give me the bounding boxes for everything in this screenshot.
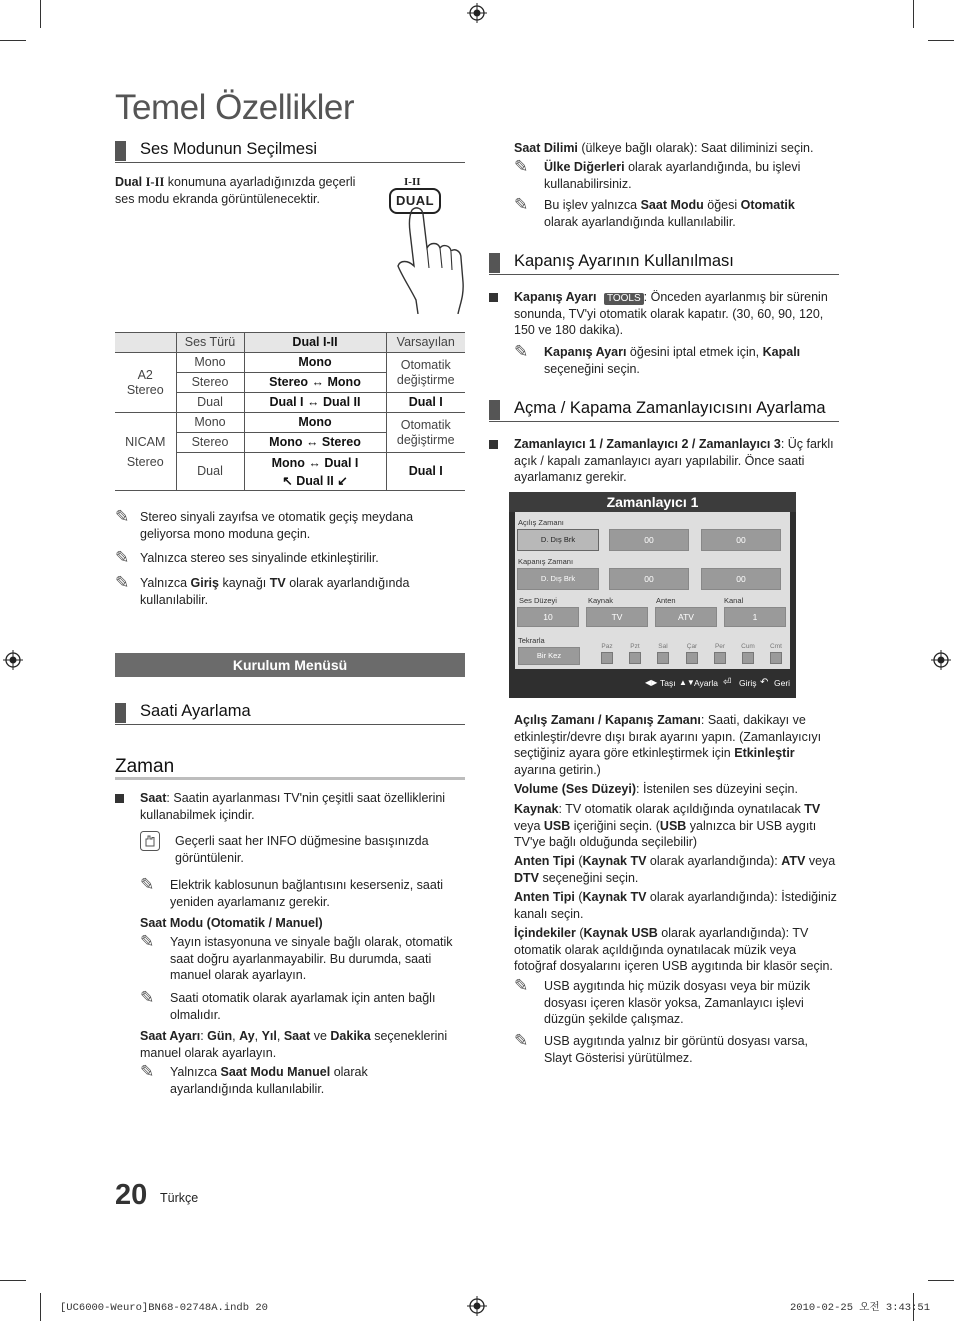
page-title: Temel Özellikler: [115, 88, 354, 127]
osd-day-checkbox[interactable]: [770, 652, 782, 664]
osd-anten-value[interactable]: ATV: [655, 607, 717, 627]
section-heading-ses-modu: Ses Modunun Seçilmesi: [115, 139, 465, 163]
osd-day-label: Cum: [741, 643, 755, 650]
osd-kapanis-label: Kapanış Zamanı: [518, 557, 574, 566]
osd-ses-value[interactable]: 10: [517, 607, 579, 627]
table-cell-type: Stereo: [176, 373, 244, 393]
osd-kapanis-source[interactable]: D. Dış Brk: [517, 568, 599, 590]
bullet-kapanis-ayari: Kapanış Ayarı TOOLS : Önceden ayarlanmış bir sürenin sonunda, TV'yi otomatik olarak kapatır. (30, 60, 90, 120, 150 ve 180 dakika).: [489, 289, 834, 339]
tools-button-icon: TOOLS: [604, 293, 644, 305]
return-icon: ↶: [760, 677, 769, 688]
p-acilis-kapanis: Açılış Zamanı / Kapanış Zamanı: Saati, dakikayı ve etkinleştir/devre dışı bırak ayarını yapın. (Zamanlayıcıyı seçtiğiniz ayara göre etkinleştirmek için Etkinleştir ayarına getirin.): [514, 713, 822, 777]
table-cell-dual: Mono: [244, 353, 386, 373]
section-heading-kapanis: Kapanış Ayarının Kullanılması: [489, 251, 839, 275]
hand-pointer-icon: [394, 204, 468, 314]
osd-day-label: Paz: [601, 643, 613, 650]
table-cell-dual: Dual I ↔ Dual II: [244, 393, 386, 413]
note-usb-slayt: ✎ USB aygıtında yalnız bir görüntü dosyası varsa, Slayt Gösterisi yürütülmez.: [514, 1031, 809, 1065]
crop-mark: [40, 0, 41, 28]
table-header-dual: Dual I-II: [244, 333, 386, 353]
crop-mark: [0, 40, 26, 41]
table-cell-type: Dual: [176, 393, 244, 413]
pencil-note-icon: ✎: [115, 507, 130, 526]
pencil-note-icon: ✎: [140, 988, 155, 1007]
pencil-note-icon: ✎: [140, 875, 155, 894]
crop-mark: [913, 0, 914, 28]
pencil-note-icon: ✎: [514, 1031, 529, 1050]
zamanlayici-osd-screen: [509, 492, 796, 698]
table-cell-default: Dual I: [386, 453, 465, 491]
language-label: Türkçe: [160, 1191, 199, 1205]
pencil-note-icon: ✎: [140, 1062, 155, 1081]
bullet-saat: Saat: Saatin ayarlanması TV'nin çeşitli saat özelliklerini kullanabilmek içindir.: [115, 790, 460, 823]
bullet-square-icon: [115, 794, 124, 803]
dual-button-caption: I-II: [404, 176, 421, 188]
note-stereo-only: ✎ Yalnızca stereo ses sinyalinde etkinleştirilir.: [115, 548, 379, 567]
note-ulke-digerleri: ✎ Ülke Diğerleri olarak ayarlandığında, bu işlevi kullanabilirsiniz.: [514, 157, 801, 191]
table-header-empty: [115, 333, 176, 353]
p-anten-tipi-1: Anten Tipi (Kaynak TV olarak ayarlandığında): ATV veya DTV seçeneğini seçin.: [514, 854, 836, 885]
osd-day-label: Çar: [686, 643, 698, 650]
osd-acilis-label: Açılış Zamanı: [518, 518, 564, 527]
note-saat-modu-manuel: ✎ Yalnızca Saat Modu Manuel olarak ayarlandığında kullanılabilir.: [140, 1062, 368, 1096]
osd-day-checkbox[interactable]: [629, 652, 641, 664]
osd-day-label: Sal: [658, 643, 668, 650]
osd-tekrarla-value[interactable]: Bir Kez: [518, 647, 580, 665]
osd-acilis-minute[interactable]: 00: [701, 529, 781, 551]
bullet-square-icon: [489, 293, 498, 302]
note-elektrik: ✎ Elektrik kablosunun bağlantısını keserseniz, saati yeniden ayarlamanız gerekir.: [140, 875, 444, 909]
saat-dilimi-text: Saat Dilimi (ülkeye bağlı olarak): Saat diliminizi seçin.: [514, 141, 814, 155]
crop-mark: [0, 1280, 26, 1281]
osd-anten-label: Anten: [656, 596, 676, 605]
osd-day-checkbox[interactable]: [601, 652, 613, 664]
crop-mark: [40, 1293, 41, 1321]
saat-modu-label: Saat Modu (Otomatik / Manuel): [140, 916, 323, 930]
osd-kapanis-minute[interactable]: 00: [701, 568, 781, 590]
osd-day-label: Pzt: [630, 643, 640, 650]
hand-info-icon: [140, 831, 160, 851]
osd-footer-adjust: Ayarla: [694, 678, 718, 688]
pencil-note-icon: ✎: [514, 195, 529, 214]
osd-day-label: Cmt: [770, 643, 782, 650]
osd-footer: [509, 672, 796, 694]
kurulum-menusu-band: Kurulum Menüsü: [115, 653, 465, 677]
table-cell-type: Stereo: [176, 433, 244, 453]
enter-icon: ⏎: [723, 677, 732, 688]
p-kaynak: Kaynak: TV otomatik olarak açıldığında oynatılacak TV veya USB içeriğini seçin. (USB yalnızca bir USB aygıtı TV'ye bağlı olduğunda seçilebilir): [514, 802, 821, 849]
table-cell-dual: Mono: [244, 413, 386, 433]
osd-day-checkbox[interactable]: [714, 652, 726, 664]
zaman-heading: Zaman: [115, 756, 175, 777]
up-down-arrow-icon: ▲▼: [679, 678, 695, 687]
table-cell-type: Dual: [176, 453, 244, 491]
osd-day-checkbox[interactable]: [657, 652, 669, 664]
registration-mark-icon: [3, 650, 23, 670]
osd-day-label: Per: [714, 643, 726, 650]
osd-acilis-source[interactable]: D. Dış Brk: [517, 529, 599, 551]
crop-mark: [928, 40, 954, 41]
osd-tekrarla-label: Tekrarla: [518, 636, 545, 645]
section-heading-saati-ayarlama: Saati Ayarlama: [115, 701, 465, 725]
pencil-note-icon: ✎: [140, 932, 155, 951]
zaman-underline: [115, 777, 465, 780]
note-saat-modu-2: ✎ Saati otomatik olarak ayarlamak için anten bağlı olmalıdır.: [140, 988, 436, 1022]
table-cell-dual: Mono ↔ Stereo: [244, 433, 386, 453]
table-cell-type: Mono: [176, 353, 244, 373]
table-group-a2: A2 Stereo: [115, 353, 176, 413]
table-header-ses-turu: Ses Türü: [176, 333, 244, 353]
pencil-note-icon: ✎: [115, 573, 130, 592]
osd-kaynak-label: Kaynak: [588, 596, 614, 605]
table-group-nicam: NICAM Stereo: [115, 413, 176, 491]
osd-acilis-hour[interactable]: 00: [609, 529, 689, 551]
osd-kanal-label: Kanal: [724, 596, 744, 605]
sound-mode-table: [115, 332, 465, 491]
table-cell-default: Otomatik değiştirme: [386, 353, 465, 393]
registration-mark-icon: [467, 3, 487, 23]
osd-title: Zamanlayıcı 1: [509, 492, 796, 512]
left-right-arrow-icon: ◀▶: [645, 678, 658, 687]
osd-footer-move: Taşı: [660, 678, 676, 688]
dual-button-icon: DUAL: [389, 188, 441, 214]
note-usb-muzik: ✎ USB aygıtında hiç müzik dosyası veya bir müzik dosyası içeren klasör yoksa, Zamanlayıcı işlevi düzgün şekilde çalışmaz.: [514, 976, 811, 1026]
section-heading-acma-kapama: Açma / Kapama Zamanlayıcısını Ayarlama: [489, 398, 839, 422]
note-kapanis-kapali: ✎ Kapanış Ayarı öğesini iptal etmek için, Kapalı seçeneğini seçin.: [514, 342, 801, 376]
note-giris-tv: ✎ Yalnızca Giriş kaynağı TV olarak ayarlandığında kullanılabilir.: [115, 573, 410, 607]
note-stereo-weak: ✎ Stereo sinyali zayıfsa ve otomatik geçiş meydana geliyorsa mono moduna geçin.: [115, 507, 414, 541]
remote-dual-illustration: [386, 174, 468, 314]
note-info: Geçerli saat her INFO düğmesine basışınızda görüntülenir.: [140, 833, 460, 866]
osd-footer-enter: Giriş: [739, 678, 757, 688]
crop-mark: [928, 1280, 954, 1281]
print-footer-right: 2010-02-25 오전 3:43:51: [790, 1302, 931, 1314]
osd-panel: [515, 512, 790, 669]
osd-day-checkbox[interactable]: [686, 652, 698, 664]
ses-modu-intro: Dual I-II konumuna ayarladığınızda geçerli ses modu ekranda görüntülenecektir.: [115, 175, 356, 206]
note-saat-modu-1: ✎ Yayın istasyonuna ve sinyale bağlı olarak, otomatik saat doğru ayarlanmayabilir. Bu durumda, saati manuel olarak ayarlayın.: [140, 932, 453, 982]
osd-day-checkbox[interactable]: [742, 652, 754, 664]
pencil-note-icon: ✎: [514, 157, 529, 176]
osd-ses-label: Ses Düzeyi: [519, 596, 557, 605]
osd-kanal-value[interactable]: 1: [724, 607, 786, 627]
table-cell-dual: Mono ↔ Dual I ↖ Dual II ↙: [244, 453, 386, 491]
bullet-square-icon: [489, 440, 498, 449]
pencil-note-icon: ✎: [514, 342, 529, 361]
p-anten-tipi-2: Anten Tipi (Kaynak TV olarak ayarlandığında): İstediğiniz kanalı seçin.: [514, 890, 837, 921]
table-header-varsayilan: Varsayılan: [386, 333, 465, 353]
note-saat-modu-otomatik: ✎ Bu işlev yalnızca Saat Modu öğesi Otomatik olarak ayarlandığında kullanılabilir.: [514, 195, 795, 229]
saat-ayari-text: Saat Ayarı: Gün, Ay, Yıl, Saat ve Dakika seçeneklerini manuel olarak ayarlayın.: [140, 1029, 448, 1060]
pencil-note-icon: ✎: [514, 976, 529, 995]
page-number: 20: [115, 1179, 148, 1211]
registration-mark-icon: [931, 650, 951, 670]
p-icindekiler: İçindekiler (Kaynak USB olarak ayarlandığında): TV otomatik olarak açıldığında oynatılacak müzik veya fotoğraf dosyalarını içeren USB aygıtında bir klasör seçin.: [514, 926, 833, 973]
osd-kaynak-value[interactable]: TV: [586, 607, 648, 627]
pencil-note-icon: ✎: [115, 548, 130, 567]
table-cell-dual: Stereo ↔ Mono: [244, 373, 386, 393]
table-cell-default: Dual I: [386, 393, 465, 413]
osd-kapanis-hour[interactable]: 00: [609, 568, 689, 590]
bullet-zamanlayici: Zamanlayıcı 1 / Zamanlayıcı 2 / Zamanlayıcı 3: Üç farklı açık / kapalı zamanlayıcı ayarı yapılabilir. Önce saati ayarlamanız gerekir.: [489, 436, 839, 486]
table-cell-type: Mono: [176, 413, 244, 433]
registration-mark-icon: [467, 1296, 487, 1316]
print-footer-left: [UC6000-Weuro]BN68-02748A.indb 20: [60, 1302, 268, 1314]
osd-footer-back: Geri: [774, 678, 791, 688]
p-volume: Volume (Ses Düzeyi): İstenilen ses düzeyini seçin.: [514, 782, 798, 796]
table-cell-default: Otomatik değiştirme: [386, 413, 465, 453]
